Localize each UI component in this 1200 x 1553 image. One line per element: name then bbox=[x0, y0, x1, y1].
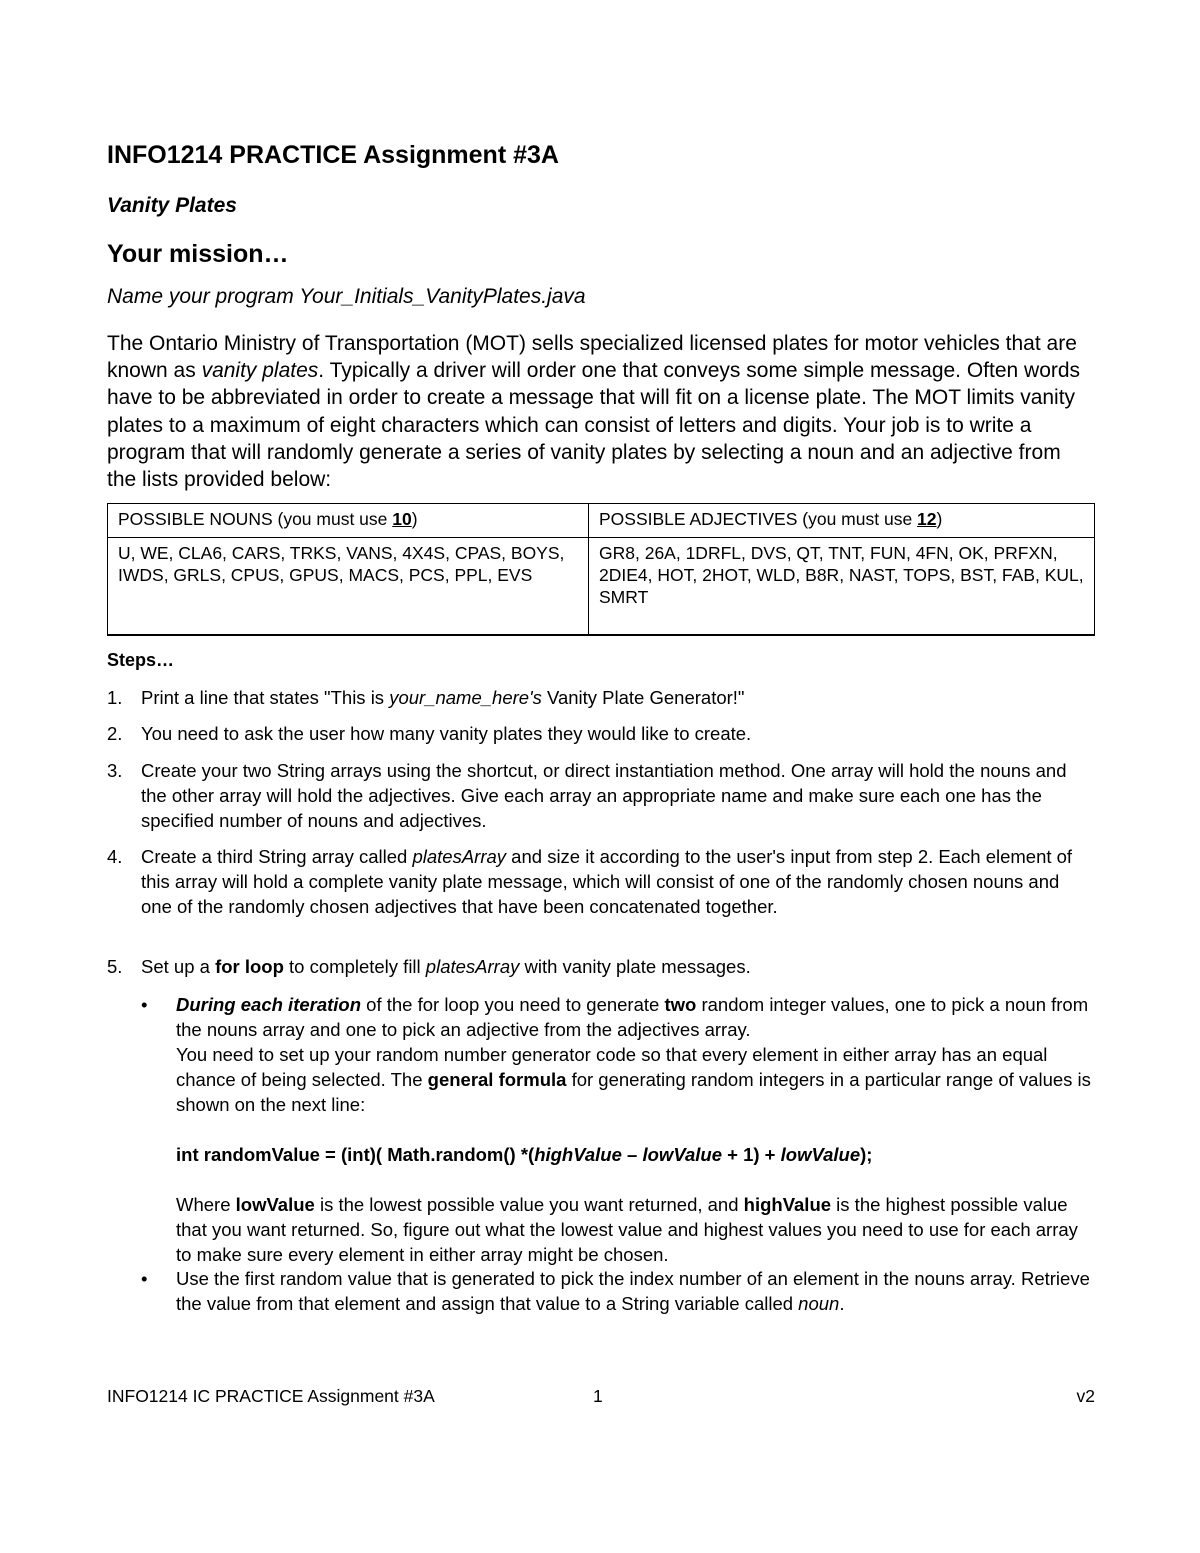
nouns-list-cell: U, WE, CLA6, CARS, TRKS, VANS, 4X4S, CPAS, BOYS, IWDS, GRLS, CPUS, GPUS, MACS, PCS, PPL, EVS bbox=[108, 538, 589, 635]
step-3 bbox=[107, 758, 1095, 833]
bullet-bold-two: two bbox=[664, 994, 697, 1015]
step-text bbox=[141, 685, 1095, 710]
formula-part-c: ); bbox=[860, 1144, 873, 1165]
where-high: highValue bbox=[743, 1194, 832, 1215]
bullet-text-3: You need to set up your random number generator code so that every element in either array has an equal chance of being selected. The bbox=[176, 1044, 1048, 1090]
step-number: 5. bbox=[107, 956, 123, 977]
intro-paragraph bbox=[107, 330, 1095, 493]
formula-low-2: lowValue bbox=[780, 1144, 861, 1165]
where-low: lowValue bbox=[235, 1194, 315, 1215]
formula-part-b: + 1) + bbox=[722, 1144, 781, 1165]
step-1-text-a: Print a line that states "This is bbox=[141, 687, 390, 708]
footer-page-number: 1 bbox=[593, 1386, 603, 1406]
where-text-3: is the highest possible value that you want returned. So, figure out what the lowest value and highest values you need to use for each array to make sure every element in either array might be chosen. bbox=[176, 1194, 1078, 1265]
adjectives-count: 12 bbox=[917, 509, 937, 529]
nouns-header-cell bbox=[108, 504, 589, 538]
step-text: Create your two String arrays using the shortcut, or direct instantiation method. One array will hold the nouns and the other array will hold the adjectives. Give each array an appropriate name and make sure each one has the specified number of nouns and adjectives. bbox=[141, 760, 1067, 831]
step-5 bbox=[107, 954, 1095, 979]
step-1-text-b: Vanity Plate Generator!" bbox=[541, 687, 745, 708]
step-5-italic: platesArray bbox=[425, 956, 520, 977]
step-4-text-b: and size it according to the user's input from step 2. Each element of this array will hold a complete vanity plate message, which will consist of one of the randomly chosen nouns and one of the randomly chosen adjectives that have been concatenated together. bbox=[141, 846, 1073, 917]
table-body-row bbox=[108, 538, 1095, 635]
intro-text-1: The Ontario Ministry of Transportation (MOT) sells specialized licensed plates for motor vehicles that are known as bbox=[107, 332, 1077, 383]
program-name-instruction: Name your program Your_Initials_VanityPlates.java bbox=[107, 285, 586, 308]
nouns-count: 10 bbox=[392, 509, 412, 529]
step-5-text-a: Set up a bbox=[141, 956, 216, 977]
bullet-general-formula: general formula bbox=[427, 1069, 567, 1090]
step-5-text-c: with vanity plate messages. bbox=[519, 956, 751, 977]
step-1 bbox=[107, 685, 1095, 710]
bullet-text-4: for generating random integers in a particular range of values is shown on the next line: bbox=[176, 1069, 1091, 1115]
step-text bbox=[141, 954, 1095, 979]
assignment-subtitle: Vanity Plates bbox=[107, 194, 237, 217]
bullet-para-1 bbox=[176, 992, 1095, 1042]
step-2 bbox=[107, 721, 1095, 746]
bullet-2-italic: noun bbox=[798, 1293, 840, 1314]
where-text-1: Where bbox=[176, 1194, 236, 1215]
intro-text-2: . Typically a driver will order one that conveys some simple message. Often words have to be abbreviated in order to create a message that will fit on a license plate. The MOT limits vanity plates to a maximum of eight characters which can consist of letters and digits. Your job is to write a program that will randomly generate a series of vanity plates by selecting a noun and an adjective from the lists provided below: bbox=[107, 359, 1081, 492]
bullet-lead: During each iteration bbox=[176, 994, 362, 1015]
random-formula bbox=[176, 1142, 1095, 1167]
formula-high: highValue bbox=[534, 1144, 622, 1165]
bullet-glyph: • bbox=[141, 994, 148, 1015]
mission-heading: Your mission… bbox=[107, 240, 289, 268]
bullet-glyph: • bbox=[141, 1268, 148, 1289]
intro-italic-term: vanity plates bbox=[201, 359, 319, 383]
where-text-2: is the lowest possible value you want returned, and bbox=[314, 1194, 744, 1215]
adjectives-header-close: ) bbox=[936, 509, 943, 529]
footer-title: INFO1214 IC PRACTICE Assignment #3A bbox=[107, 1386, 435, 1406]
spacer bbox=[176, 1117, 1095, 1142]
spacer bbox=[176, 1167, 1095, 1192]
step-number: 1. bbox=[107, 687, 123, 708]
steps-heading: Steps… bbox=[107, 650, 175, 670]
step-number: 4. bbox=[107, 846, 123, 867]
adjectives-list-cell: GR8, 26A, 1DRFL, DVS, QT, TNT, FUN, 4FN, OK, PRFXN, 2DIE4, HOT, 2HOT, WLD, B8R, NAST, TOPS, BST, FAB, KUL, SMRT bbox=[589, 538, 1095, 635]
step-text: You need to ask the user how many vanity plates they would like to create. bbox=[141, 723, 752, 744]
table-header-row bbox=[108, 504, 1095, 538]
bullet-para-where bbox=[176, 1192, 1095, 1267]
formula-part-a: int randomValue = (int)( Math.random() *( bbox=[176, 1144, 535, 1165]
step-1-italic: your_name_here's bbox=[389, 687, 542, 708]
assignment-title: INFO1214 PRACTICE Assignment #3A bbox=[107, 141, 559, 169]
bullet-2-text-2: . bbox=[839, 1293, 845, 1314]
bullet-text-1: of the for loop you need to generate bbox=[361, 994, 665, 1015]
footer-version: v2 bbox=[1076, 1386, 1095, 1406]
step-4 bbox=[107, 844, 1095, 919]
nouns-header-close: ) bbox=[411, 509, 418, 529]
step-4-text-a: Create a third String array called bbox=[141, 846, 413, 867]
step-text bbox=[141, 844, 1095, 919]
formula-low: lowValue bbox=[642, 1144, 722, 1165]
step-number: 2. bbox=[107, 723, 123, 744]
bullet-2-text-1: Use the first random value that is generated to pick the index number of an element in the nouns array. Retrieve the value from that element and assign that value to a String variable called bbox=[176, 1268, 1090, 1314]
adjectives-header-text: POSSIBLE ADJECTIVES (you must use bbox=[599, 509, 918, 529]
step-5-bold: for loop bbox=[215, 956, 284, 977]
bullet-text bbox=[176, 992, 1095, 1267]
bullet-text bbox=[176, 1266, 1095, 1316]
bullet-para-2 bbox=[176, 1042, 1095, 1117]
bullet-first-random bbox=[141, 1266, 1095, 1316]
word-lists-table bbox=[107, 503, 1095, 636]
formula-minus: – bbox=[621, 1144, 643, 1165]
step-5-text-b: to completely fill bbox=[283, 956, 426, 977]
nouns-header-text: POSSIBLE NOUNS (you must use bbox=[118, 509, 393, 529]
step-4-italic: platesArray bbox=[412, 846, 507, 867]
adjectives-header-cell bbox=[589, 504, 1095, 538]
bullet-text-2: random integer values, one to pick a noun from the nouns array and one to pick an adjective from the adjectives array. bbox=[176, 994, 1089, 1040]
bullet-iteration bbox=[141, 992, 1095, 1267]
step-number: 3. bbox=[107, 760, 123, 781]
